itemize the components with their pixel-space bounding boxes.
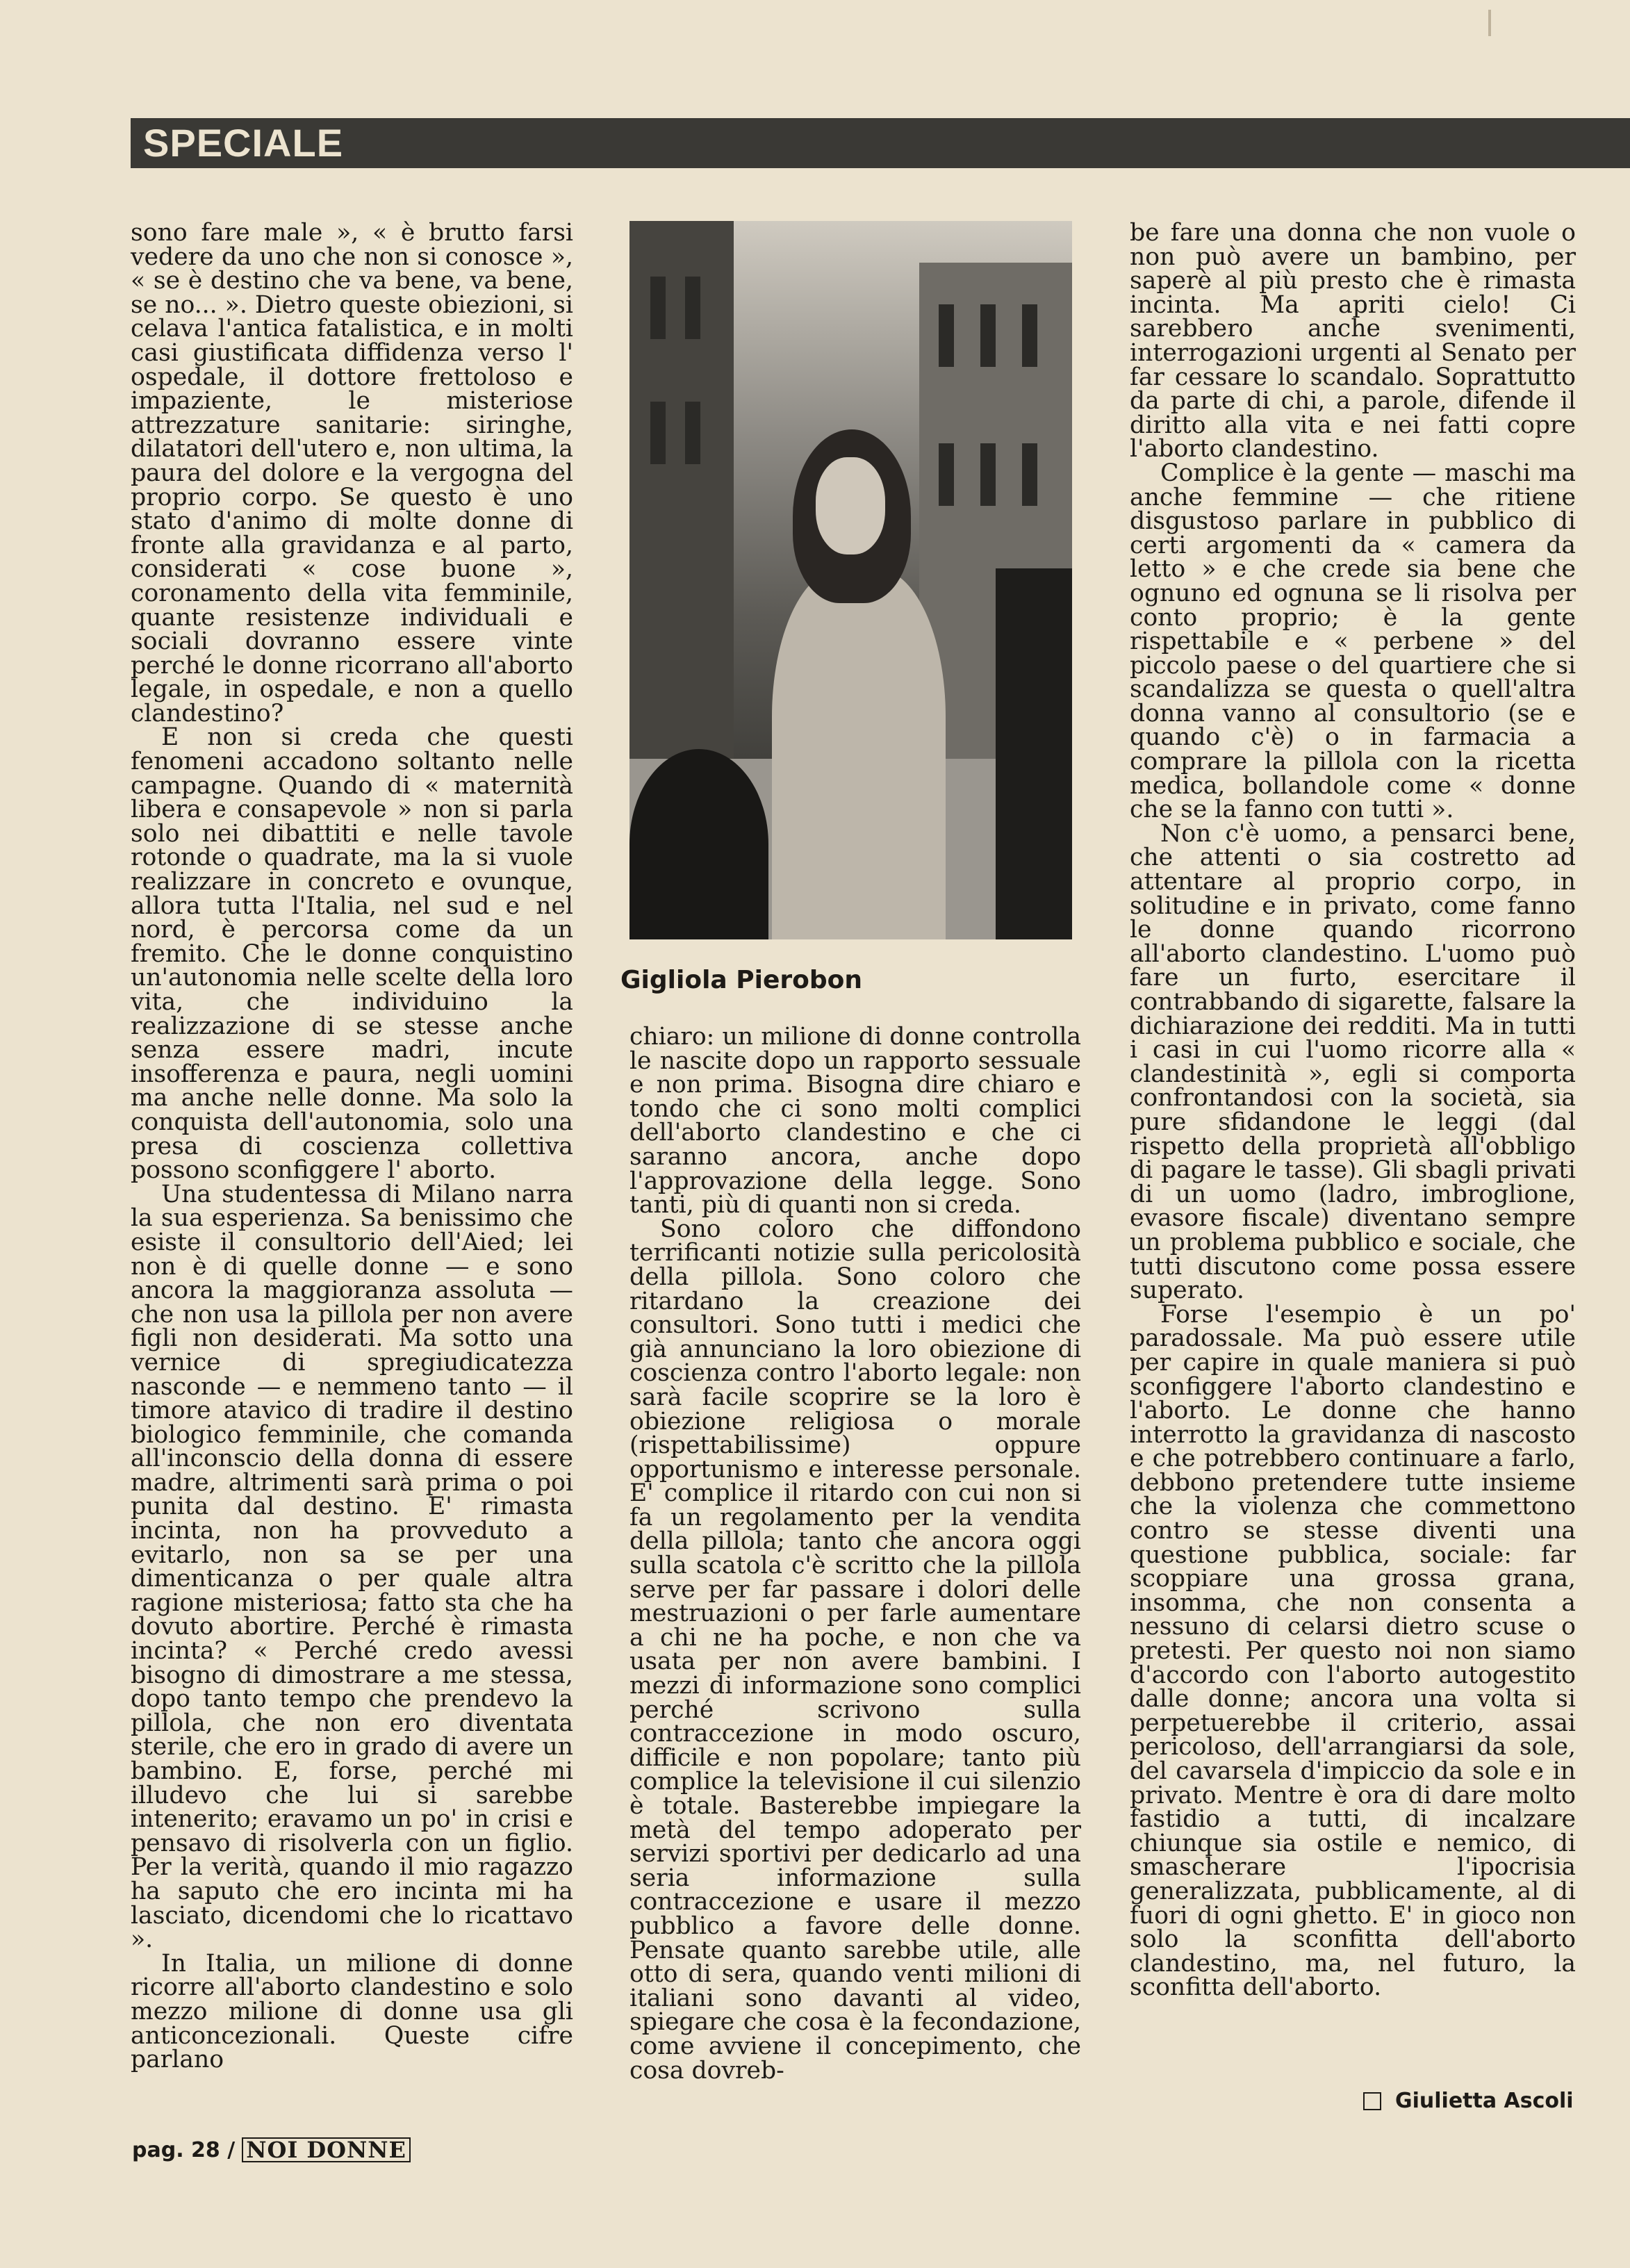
photo-window [685,402,700,464]
section-label: SPECIALE [143,121,344,165]
paragraph: Sono coloro che diffondono terrificanti notizie sulla pericolosità della pillola. Sono coloro che ritardano la creazione dei consultori. Sono tutti i medici che già annunciano la loro obiezione di coscienza contro l'aborto legale: non sarà facile scoprire se la loro è obiezione religiosa o morale (rispettabilissime) oppure opportunismo e interesse personale. E' complice il ritardo con cui non si fa un regolamento per la vendita della pillola; tanto che ancora oggi sulla scatola c'è scritto che la pillola serve per far passare i dolori delle mestruazioni o per farle aumentare a chi ne ha poche, e non che va usata per non avere bambini. I mezzi di informazione sono complici perché scrivono sulla contraccezione in modo oscuro, difficile e non popolare; tanto più complice la televisione il cui silenzio è totale. Basterebbe impiegare la metà del tempo adoperato per servizi sportivi per dedicarlo ad una seria informazione sulla contraccezione e usare il mezzo pubblico a favore delle donne. Pensate quanto sarebbe utile, alle otto di sera, quando venti milioni di italiani sono davanti al video, spiegare che cosa è la fecondazione, come avviene il concepimento, che cosa dovreb- [629,1215,1081,2085]
photo-window [939,443,954,506]
paragraph: Non c'è uomo, a pensarci bene, che attenti o sia costretto ad attentare al proprio corpo, in solitudine e in privato, come fanno le donne quando ricorrono all'aborto clandestino. L'uomo può fare un furto, esercitare il contrabbando di sigarette, falsare la dichiarazione dei redditi. Ma in tutti i casi in cui l'uomo ricorre alla « clandestinità », egli si comporta confrontandosi con la società, sia pure sfidandone le leggi (dal rispetto della proprietà all'obbligo di pagare le tasse). Gli sbagli privati di un uomo (ladro, imbroglione, evasore fiscale) diventano sempre un problema pubblico e sociale, che tutti discutono come possa essere superato. [1130,819,1576,1305]
photo-window [980,304,996,367]
photo-woman-body [772,568,946,939]
article-column-3 [1130,221,1576,2000]
page-footer [132,2137,411,2162]
photo-credit: Gigliola Pierobon [620,966,862,994]
photo-window [1022,304,1037,367]
photo-window [650,277,666,339]
article-column-2 [629,1023,1081,2085]
photo-man-right [996,568,1072,939]
photo-man-foreground [629,749,768,939]
photo-building-left [629,221,734,763]
author-signature [1363,2089,1574,2113]
paragraph: sono fare male », « è brutto farsi vedere da uno che non si conosce », « se è destino che va bene, va bene, se no... ». Dietro queste obiezioni, si celava l'antica fatalistica, e in molti casi giustificata diffidenza verso l' ospedale, il dottore frettoloso e impaziente, le misteriose attrezzature sanitarie: siringhe, dilatatori dell'utero e, non ultima, la paura del dolore e la vergogna del proprio corpo. Se questo è uno stato d'animo di molte donne di fronte alla gravidanza e al parto, considerati « cose buone », coronamento della vita femminile, quante resistenze individuali e sociali dovranno essere vinte perché le donne ricorrano all'aborto legale, in ospedale, e non a quello clandestino? [131,219,573,728]
section-header-bar [131,118,1630,168]
photo-window [650,402,666,464]
article-photo [629,221,1072,939]
paragraph: In Italia, un milione di donne ricorre all'aborto clandestino e solo mezzo milione di donne usa gli anticoncezionali. Queste cifre parlano [131,1949,573,2074]
paragraph: be fare una donna che non vuole o non può avere un bambino, per saperè al più presto che è rimasta incinta. Ma apriti cielo! Ci sarebbero anche svenimenti, interrogazioni urgenti al Senato per far cessare lo scandalo. Soprattutto da parte di chi, a parole, difende il diritto alla vita e nei fatti copre l'aborto clandestino. [1130,219,1576,463]
magazine-logo: NOI DONNE [242,2137,411,2162]
photo-window [685,277,700,339]
article-column-1 [131,221,573,2072]
photo-window [1022,443,1037,506]
author-name: Giulietta Ascoli [1395,2089,1574,2113]
paragraph: chiaro: un milione di donne controlla le nascite dopo un rapporto sessuale e non prima. Bisogna dire chiaro e tondo che ci sono molti complici dell'aborto clandestino e che ci saranno ancora, anche dopo l'approvazione della legge. Sono tanti, più di quanti non si creda. [629,1023,1081,1219]
photo-woman-face [816,457,885,554]
paragraph: E non si creda che questi fenomeni accadono soltanto nelle campagne. Quando di « maternità libera e consapevole » non si parla solo nei dibattiti e nelle tavole rotonde o quadrate, ma la si vuole realizzare in concreto e ovunque, allora tutta l'Italia, nel sud e nel nord, è percorsa come da un fremito. Che le donne conquistino un'autonomia nelle scelte della loro vita, che individuino la realizzazione di se stesse anche senza essere madri, incute insofferenza e paura, negli uomini ma anche nelle donne. Ma solo la conquista dell'autonomia, solo una presa di coscienza collettiva possono sconfiggere l' aborto. [131,723,573,1185]
paragraph: Forse l'esempio è un po' paradossale. Ma può essere utile per capire in quale maniera si può sconfiggere l'aborto clandestino e l'aborto. Le donne che hanno interrotto la gravidanza di nascosto e che potrebbero continuare a farlo, debbono pretendere tutte insieme che la violenza che commettono contro se stesse diventi una questione pubblica, sociale: far scoppiare una grossa grana, insomma, che non consenta a nessuno di celarsi dietro scuse o pretesti. Per questo noi non siamo d'accordo con l'aborto autogestito dalle donne; ancora una volta si perpetuerebbe il criterio, assai pericoloso, dell'arrangiarsi da sole, del cavarsela d'impiccio da sole e in privato. Mentre è ora di dare molto fastidio a tutti, di incalzare chiunque sia ostile e nemico, di smascherare l'ipocrisia generalizzata, pubblicamente, al di fuori di ogni ghetto. E' in gioco non solo la sconfitta dell'aborto clandestino, ma, nel futuro, la sconfitta dell'aborto. [1130,1300,1576,2002]
page-number: pag. 28 / [132,2137,236,2162]
photo-window [980,443,996,506]
paragraph: Complice è la gente — maschi ma anche femmine — che ritiene disgustoso parlare in pubblico di certi argomenti da « camera da letto » e che crede sia bene che ognuno ed ognuna se li risolva per conto proprio; è la gente rispettabile e « perbene » del piccolo paese o del quartiere che si scandalizza se questa o quell'altra donna vanno al consultorio (se e quando c'è) o in farmacia a comprare la pillola con la ricetta medica, bollandole come « donne che se la fanno con tutti ». [1130,459,1576,824]
photo-window [939,304,954,367]
scan-mark [1488,10,1491,36]
signature-box-icon [1363,2092,1381,2110]
paragraph: Una studentessa di Milano narra la sua esperienza. Sa benissimo che esiste il consultorio dell'Aied; lei non è di quelle donne — e sono ancora la maggioranza assoluta — che non usa la pillola per non avere figli non desiderati. Ma sotto una vernice di spregiudicatezza nasconde — e nemmeno tanto — il timore atavico di tradire il destino biologico femminile, che comanda all'inconscio della donna di essere madre, altrimenti sarà prima o poi punita dal destino. E' rimasta incinta, non ha provveduto a evitarlo, non sa se per una dimenticanza o per quale altra ragione misteriosa; fatto sta che ha dovuto abortire. Perché è rimasta incinta? « Perché credo avessi bisogno di dimostrare a me stessa, dopo tanto tempo che prendevo la pillola, che non ero diventata sterile, che ero in grado di avere un bambino. E, forse, perché mi illudevo che lui si sarebbe intenerito; eravamo un po' in crisi e pensavo di risolverla con un figlio. Per la verità, quando il mio ragazzo ha saputo che ero incinta mi ha lasciato, dicendomi che lo ricattavo ». [131,1180,573,1954]
